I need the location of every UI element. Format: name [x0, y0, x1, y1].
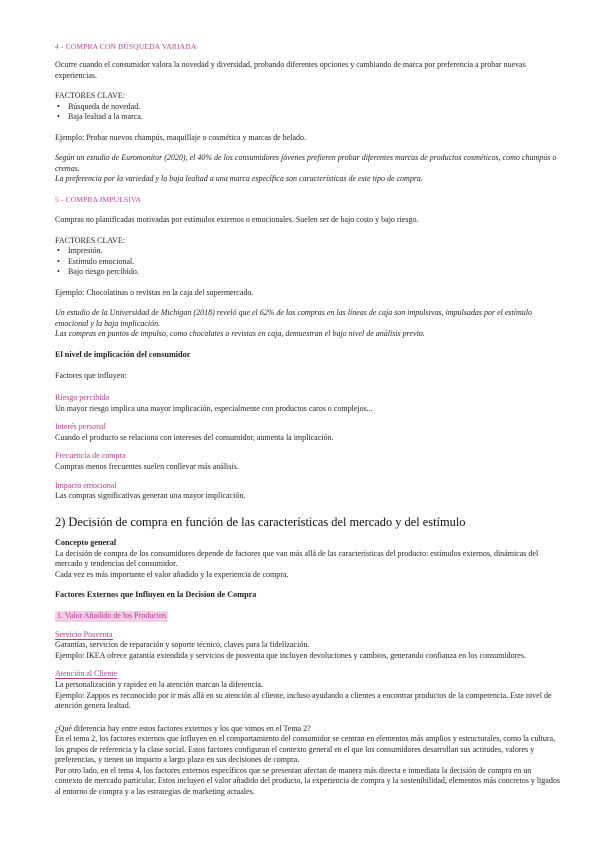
concept-text: La decisión de compra de los consumidores depende de factores que van más allá de las características del producto: estímulos externos, dinámicas del mercado y tendencias del consumidor.	[55, 548, 539, 569]
factor-title: Frecuencia de compra	[55, 451, 126, 461]
section-5-factors-label: FACTORES CLAVE:	[55, 235, 126, 245]
question-text: ¿Qué diferencia hay entre estos factores externos y los que vimos en el Tema 2?	[55, 723, 311, 733]
factor-text: Un mayor riesgo implica una mayor implicación, especialmente con productos caros o complejos...	[55, 403, 373, 413]
section-4-factors-list	[55, 102, 560, 123]
section-4-title: 4 - COMPRA CON BÚSQUEDA VARIADA	[55, 42, 197, 51]
value-added-title: 1. Valor Añadido de los Productos	[57, 611, 167, 621]
external-factors-heading: Factores Externos que Influyen en la Decision de Compra	[55, 590, 257, 600]
section-5-study-note: Las compras en puntos de impulso, como chocolates o revistas en caja, demuestran el bajo nivel de análisis previo.	[55, 329, 425, 339]
section-4-example: Ejemplo: Probar nuevos champús, maquillaje o cosmética y marcas de helado.	[55, 132, 307, 142]
list-item: • Baja lealtad a la marca.	[55, 112, 560, 123]
part-2-heading: 2) Decisión de compra en función de las características del mercado y del estímulo	[55, 514, 466, 529]
factor-text: Compras menos frecuentes suelen conllevar más análisis.	[55, 461, 239, 471]
document-content	[55, 42, 560, 798]
section-5-study: Un estudio de la Universidad de Michigan (2018) reveló que el 62% de las compras en las líneas de caja son impulsivas, impulsadas por el estímulo emocional y la baja implicación.	[55, 308, 532, 328]
answer-paragraph-2: Por otro lado, en el tema 4, los factores externos específicos que se presentan afectan de manera más directa e inmediata la decisión de compra en un contexto de mercado particular. Estos incluyen el valor añadido del producto, la experiencia de compra y la sostenibilidad, elementos más concretos y ligados al entorno de compra y a las estrategias de marketing actuales.	[55, 765, 560, 796]
postsale-text: Garantías, servicios de reparación y soporte técnico, claves para la fidelización.	[55, 640, 310, 650]
section-5-example: Ejemplo: Chocolatinas o revistas en la caja del supermercado.	[55, 287, 254, 297]
list-item: • Bajo riesgo percibido.	[55, 267, 560, 278]
involvement-heading: El nivel de implicación del consumidor	[55, 349, 191, 359]
section-4-description: Ocurre cuando el consumidor valora la novedad y diversidad, probando diferentes opciones y cambiando de marca por preferencia a probar nuevas experiencias.	[55, 60, 526, 80]
factor-title: Impacto emocional	[55, 480, 117, 490]
answer-paragraph-1: En el tema 2, los factores externos que influyen en el comportamiento del consumidor se centran en elementos más amplios y estructurales, como la cultura, los grupos de referencia y la clase social. Estos factores configuran el contexto general en el que los consumidores desarrollan sus actitudes, valores y preferencias, y tienen un impacto a largo plazo en sus decisiones de compra.	[55, 734, 556, 765]
customer-service-title: Atención al Cliente	[55, 669, 118, 679]
section-5-factors-list	[55, 246, 560, 278]
involvement-intro: Factores que influyen:	[55, 370, 127, 380]
section-5-description: Compras no planificadas motivadas por estímulos externos o emocionales. Suelen ser de bajo costo y bajo riesgo.	[55, 214, 419, 224]
section-4-factors-label: FACTORES CLAVE:	[55, 91, 126, 101]
list-item: • Estímulo emocional.	[55, 257, 560, 268]
postsale-example: Ejemplo: IKEA ofrece garantía extendida y servicios de posventa que incluyen devoluciones y cambios, generando confianza en los consumidores.	[55, 650, 526, 660]
section-4-study-note: La preferencia por la variedad y la baja lealtad a una marca específica son características de este tipo de compra.	[55, 174, 423, 184]
list-item: • Impresión.	[55, 246, 560, 257]
postsale-title: Servicio Posventa	[55, 629, 113, 639]
list-item: • Búsqueda de novedad.	[55, 102, 560, 113]
factor-text: Las compras significativas generan una mayor implicación.	[55, 491, 246, 501]
customer-service-text: La personalización y rapidez en la atención marcan la diferencia.	[55, 680, 263, 690]
factor-title: Riesgo percibido	[55, 393, 110, 403]
factor-title: Interés personal	[55, 422, 106, 432]
section-4-study: Según un estudio de Euromonitor (2020), el 40% de los consumidores jóvenes prefieren probar diferentes marcas de productos cosméticos, como champús o cremas.	[55, 153, 557, 173]
factor-text: Cuando el producto se relaciona con intereses del consumidor, aumenta la implicación.	[55, 432, 334, 442]
concept-title: Concepto general	[55, 538, 117, 547]
customer-service-example: Ejemplo: Zappos es reconocido por ir más allá en su atención al cliente, incluso ayudando a clientes a encontrar productos de la competencia. Este nivel de atención genera lealtad.	[55, 690, 552, 711]
section-5-title: 5 - COMPRA IMPULSIVA	[55, 194, 142, 204]
concept-note: Cada vez es más importante el valor añadido y la experiencia de compra.	[55, 569, 289, 579]
